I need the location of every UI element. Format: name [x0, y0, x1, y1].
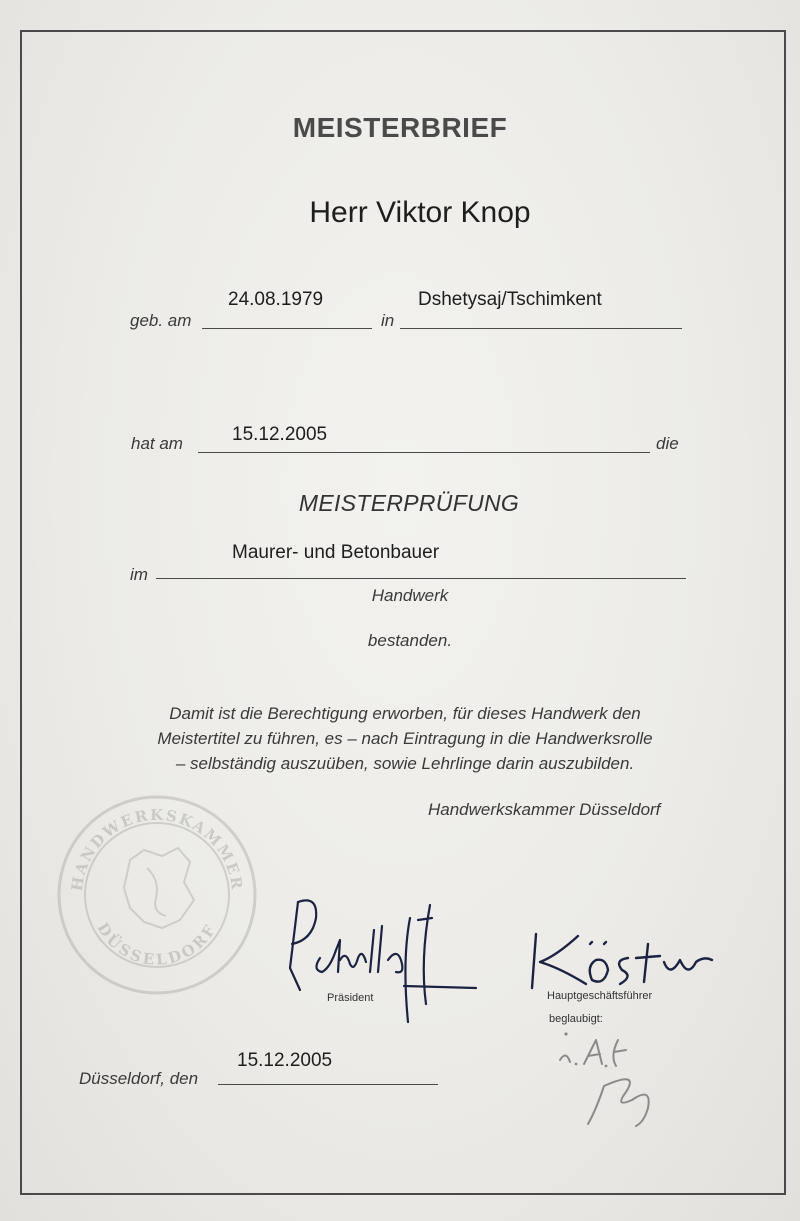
- craft-label: Handwerk: [371, 586, 449, 605]
- the-label: die: [656, 434, 679, 453]
- manager-label: Hauptgeschäftsführer: [547, 990, 653, 1002]
- issue-date: 15.12.2005: [237, 1050, 333, 1071]
- certified-label: beglaubigt:: [549, 1013, 603, 1025]
- exam-heading: MEISTERPRÜFUNG: [298, 490, 520, 516]
- in-label: in: [381, 311, 395, 330]
- place-date-line: [218, 1084, 438, 1085]
- place-date-label: Düsseldorf, den: [79, 1069, 199, 1088]
- svg-text:HANDWERKSKAMMER: HANDWERKSKAMMER: [67, 805, 247, 893]
- trade-name: Maurer- und Betonbauer: [232, 542, 440, 563]
- trade-line: [156, 578, 686, 579]
- issuer-name: Handwerkskammer Düsseldorf: [428, 800, 661, 819]
- passed-label: bestanden.: [367, 631, 453, 650]
- born-label: geb. am: [130, 311, 192, 330]
- embossed-seal-icon: [52, 790, 262, 1000]
- authorization-line-2: Meistertitel zu führen, es – nach Eintragung in die Handwerksrolle: [157, 729, 653, 748]
- svg-text:DÜSSELDORF: DÜSSELDORF: [93, 919, 221, 969]
- exam-date-line: [198, 452, 650, 453]
- trade-in-label: im: [130, 565, 148, 584]
- authorization-line-3: – selbständig auszuüben, sowie Lehrlinge darin auszubilden.: [175, 754, 635, 773]
- birth-place: Dshetysaj/Tschimkent: [418, 289, 602, 310]
- birth-date: 24.08.1979: [228, 289, 324, 310]
- authorization-line-1: Damit ist die Berechtigung erworben, für dieses Handwerk den: [169, 704, 641, 723]
- certificate-title: MEISTERBRIEF: [292, 112, 508, 143]
- birth-date-line: [202, 328, 372, 329]
- recipient-name: Herr Viktor Knop: [309, 196, 531, 229]
- birth-place-line: [400, 328, 682, 329]
- president-label: Präsident: [327, 992, 374, 1004]
- exam-date: 15.12.2005: [232, 424, 328, 445]
- exam-on-label: hat am: [131, 434, 183, 453]
